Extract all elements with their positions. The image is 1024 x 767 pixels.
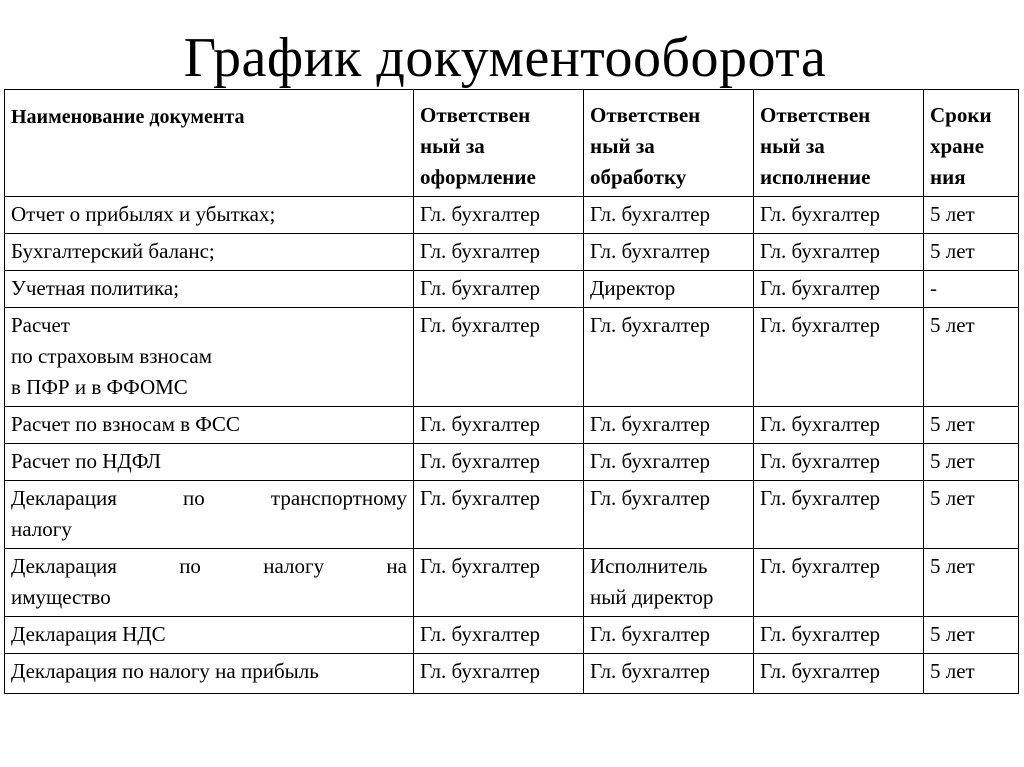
cell-document: Учетная политика; xyxy=(5,271,414,308)
cell-execute: Гл. бухгалтер xyxy=(754,481,924,549)
header-storage-term xyxy=(924,90,1019,197)
cell-term: - xyxy=(924,271,1019,308)
header-responsible-process xyxy=(584,90,754,197)
cell-execute: Гл. бухгалтер xyxy=(754,197,924,234)
cell-document xyxy=(5,549,414,617)
cell-term: 5 лет xyxy=(924,308,1019,407)
header-line: ный за xyxy=(590,134,655,158)
cell-execute: Гл. бухгалтер xyxy=(754,234,924,271)
cell-prepare: Гл. бухгалтер xyxy=(414,444,584,481)
cell-term: 5 лет xyxy=(924,234,1019,271)
cell-prepare: Гл. бухгалтер xyxy=(414,617,584,654)
table-row xyxy=(5,481,1019,549)
cell-prepare: Гл. бухгалтер xyxy=(414,271,584,308)
header-line: ния xyxy=(930,165,966,189)
cell-term: 5 лет xyxy=(924,407,1019,444)
header-line: обработку xyxy=(590,165,687,189)
cell-prepare: Гл. бухгалтер xyxy=(414,234,584,271)
header-line: Ответствен xyxy=(760,103,871,127)
cell-process: Гл. бухгалтер xyxy=(584,308,754,407)
cell-document xyxy=(5,481,414,549)
cell-line: по страховым взносам xyxy=(11,344,212,368)
cell-process: Гл. бухгалтер xyxy=(584,407,754,444)
cell-document: Бухгалтерский баланс; xyxy=(5,234,414,271)
cell-prepare: Гл. бухгалтер xyxy=(414,549,584,617)
cell-document xyxy=(5,308,414,407)
table-row xyxy=(5,197,1019,234)
cell-term: 5 лет xyxy=(924,617,1019,654)
cell-line: ный директор xyxy=(590,585,714,609)
cell-line: Декларация по транспортному xyxy=(11,486,407,510)
cell-line: налогу xyxy=(11,517,72,541)
cell-term: 5 лет xyxy=(924,549,1019,617)
cell-line: имущество xyxy=(11,585,111,609)
cell-execute: Гл. бухгалтер xyxy=(754,617,924,654)
header-line: Ответствен xyxy=(420,103,531,127)
header-line: исполнение xyxy=(760,165,871,189)
cell-process: Гл. бухгалтер xyxy=(584,197,754,234)
cell-process: Гл. бухгалтер xyxy=(584,654,754,694)
cell-prepare: Гл. бухгалтер xyxy=(414,654,584,694)
cell-term: 5 лет xyxy=(924,481,1019,549)
header-line: Сроки xyxy=(930,103,992,127)
table-row xyxy=(5,444,1019,481)
table-row xyxy=(5,549,1019,617)
cell-execute: Гл. бухгалтер xyxy=(754,444,924,481)
header-document-name xyxy=(5,90,414,197)
cell-prepare: Гл. бухгалтер xyxy=(414,407,584,444)
header-line: ный за xyxy=(760,134,825,158)
header-line: оформление xyxy=(420,165,536,189)
cell-execute: Гл. бухгалтер xyxy=(754,654,924,694)
cell-term: 5 лет xyxy=(924,197,1019,234)
cell-line: Расчет xyxy=(11,313,70,337)
cell-term: 5 лет xyxy=(924,654,1019,694)
cell-prepare: Гл. бухгалтер xyxy=(414,197,584,234)
cell-process: Директор xyxy=(584,271,754,308)
header-responsible-prepare xyxy=(414,90,584,197)
cell-process: Гл. бухгалтер xyxy=(584,617,754,654)
cell-line: в ПФР и в ФФОМС xyxy=(11,375,188,399)
document-flow-table xyxy=(4,89,1019,694)
table-row xyxy=(5,617,1019,654)
cell-execute: Гл. бухгалтер xyxy=(754,407,924,444)
cell-prepare: Гл. бухгалтер xyxy=(414,308,584,407)
header-line: хране xyxy=(930,134,985,158)
cell-document: Расчет по взносам в ФСС xyxy=(5,407,414,444)
table-row xyxy=(5,654,1019,694)
table-header-row xyxy=(5,90,1019,197)
header-line: Наименование документа xyxy=(11,106,245,128)
cell-process: Гл. бухгалтер xyxy=(584,444,754,481)
table-row xyxy=(5,271,1019,308)
cell-process: Гл. бухгалтер xyxy=(584,481,754,549)
cell-document: Отчет о прибылях и убытках; xyxy=(5,197,414,234)
header-responsible-execute xyxy=(754,90,924,197)
cell-line: Декларация по налогу на xyxy=(11,554,407,578)
cell-document: Декларация по налогу на прибыль xyxy=(5,654,414,694)
cell-process xyxy=(584,549,754,617)
cell-document: Декларация НДС xyxy=(5,617,414,654)
header-line: ный за xyxy=(420,134,485,158)
cell-execute: Гл. бухгалтер xyxy=(754,271,924,308)
cell-prepare: Гл. бухгалтер xyxy=(414,481,584,549)
header-line: Ответствен xyxy=(590,103,701,127)
table-row xyxy=(5,407,1019,444)
table-row xyxy=(5,234,1019,271)
cell-execute: Гл. бухгалтер xyxy=(754,549,924,617)
cell-execute: Гл. бухгалтер xyxy=(754,308,924,407)
table-row xyxy=(5,308,1019,407)
cell-line: Исполнитель xyxy=(590,554,708,578)
cell-term: 5 лет xyxy=(924,444,1019,481)
page-title: График документооборота xyxy=(183,27,827,89)
cell-process: Гл. бухгалтер xyxy=(584,234,754,271)
cell-document: Расчет по НДФЛ xyxy=(5,444,414,481)
